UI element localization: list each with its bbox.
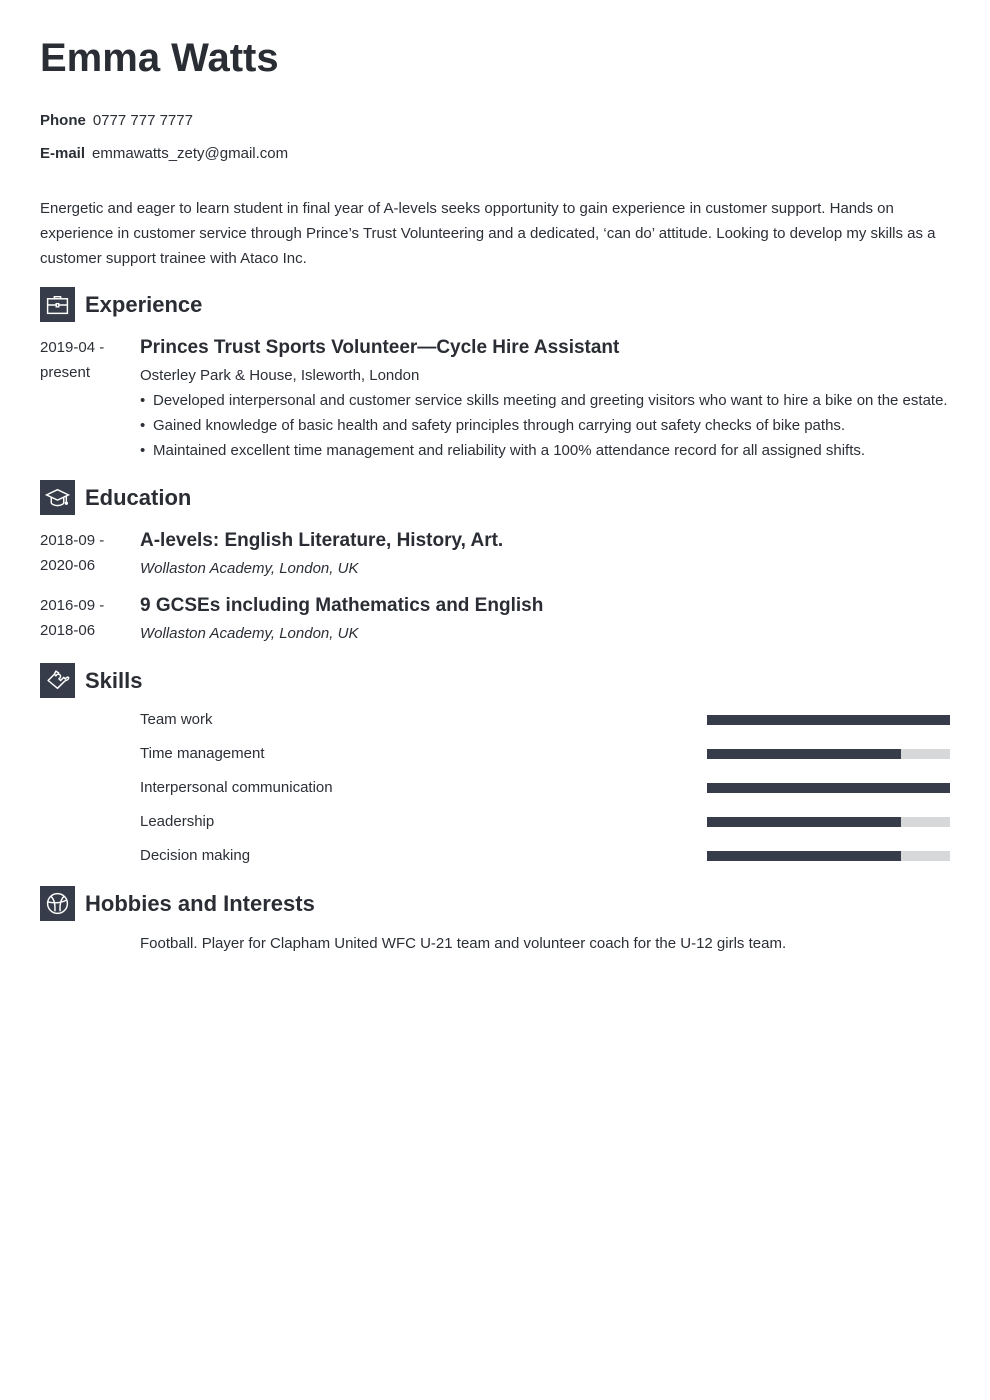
entry-date (40, 593, 130, 643)
email-label: E-mail (40, 145, 86, 162)
skill-row (140, 844, 950, 868)
email-row (40, 145, 288, 162)
phone-row (40, 112, 193, 129)
school-name: Wollaston Academy, London, UK (140, 625, 359, 642)
phone-value: 0777 777 7777 (92, 112, 193, 129)
skills-heading (40, 663, 142, 698)
basketball-icon (40, 886, 75, 921)
skill-row (140, 776, 950, 800)
puzzle-piece-icon (40, 663, 75, 698)
skill-row (140, 810, 950, 834)
job-place: Osterley Park & House, Isleworth, London (140, 367, 420, 384)
skill-fill (707, 749, 901, 759)
education-title: Education (85, 484, 192, 510)
email-value[interactable]: emmawatts_zety@gmail.com (92, 145, 289, 162)
degree-title: A-levels: English Literature, History, Art. (140, 530, 504, 551)
job-bullet: • Developed interpersonal and customer service skills meeting and greeting visitors who want to hire a bike on the estate. (140, 388, 950, 413)
hobbies-heading (40, 886, 315, 921)
skill-name: Decision making (140, 847, 251, 864)
candidate-name: Emma Watts (40, 36, 279, 80)
skill-bar (707, 783, 950, 793)
date-start: 2016-09 - (40, 597, 105, 614)
graduation-cap-icon (40, 480, 75, 515)
summary: Energetic and eager to learn student in final year of A-levels seeks opportunity to gain experience in customer support. Hands on experience in customer service through Prince’s Trust Volunteering and a dedicated, ‘can do’ attitude. Looking to develop my skills as a customer support trainee with Ataco Inc. (40, 200, 936, 267)
entry-body (140, 335, 950, 463)
education-heading (40, 480, 191, 515)
skill-fill (707, 715, 950, 725)
date-end: present (40, 364, 91, 381)
skill-bar (707, 749, 950, 759)
degree-title: 9 GCSEs including Mathematics and English (140, 595, 544, 616)
entry-date (40, 335, 130, 385)
hobbies-title: Hobbies and Interests (85, 890, 315, 916)
job-title: Princes Trust Sports Volunteer—Cycle Hire Assistant (140, 337, 620, 358)
skill-fill (707, 817, 901, 827)
phone-label: Phone (40, 112, 86, 129)
date-start: 2019-04 - (40, 339, 105, 356)
briefcase-icon (40, 287, 75, 322)
date-end: 2020-06 (40, 557, 96, 574)
skill-fill (707, 851, 901, 861)
job-bullet: • Gained knowledge of basic health and safety principles through carrying out safety checks of bike paths. (140, 413, 950, 438)
skill-row (140, 708, 950, 732)
skill-bar (707, 851, 950, 861)
skill-fill (707, 783, 950, 793)
experience-title: Experience (85, 291, 203, 317)
entry-date (40, 528, 130, 578)
entry-body (140, 593, 950, 646)
skill-bar (707, 715, 950, 725)
skill-name: Interpersonal communication (140, 779, 333, 796)
entry-body (140, 528, 950, 581)
school-name: Wollaston Academy, London, UK (140, 560, 359, 577)
skill-name: Time management (140, 745, 265, 762)
skill-bar (707, 817, 950, 827)
job-bullets (140, 388, 950, 463)
skill-name: Leadership (140, 813, 215, 830)
date-end: 2018-06 (40, 622, 96, 639)
skill-name: Team work (140, 711, 213, 728)
job-bullet: • Maintained excellent time management and reliability with a 100% attendance record for all assigned shifts. (140, 438, 950, 463)
skill-row (140, 742, 950, 766)
skills-title: Skills (85, 667, 143, 693)
hobbies-text: Football. Player for Clapham United WFC U-21 team and volunteer coach for the U-12 girls team. (140, 935, 787, 952)
date-start: 2018-09 - (40, 532, 105, 549)
experience-heading (40, 287, 202, 322)
